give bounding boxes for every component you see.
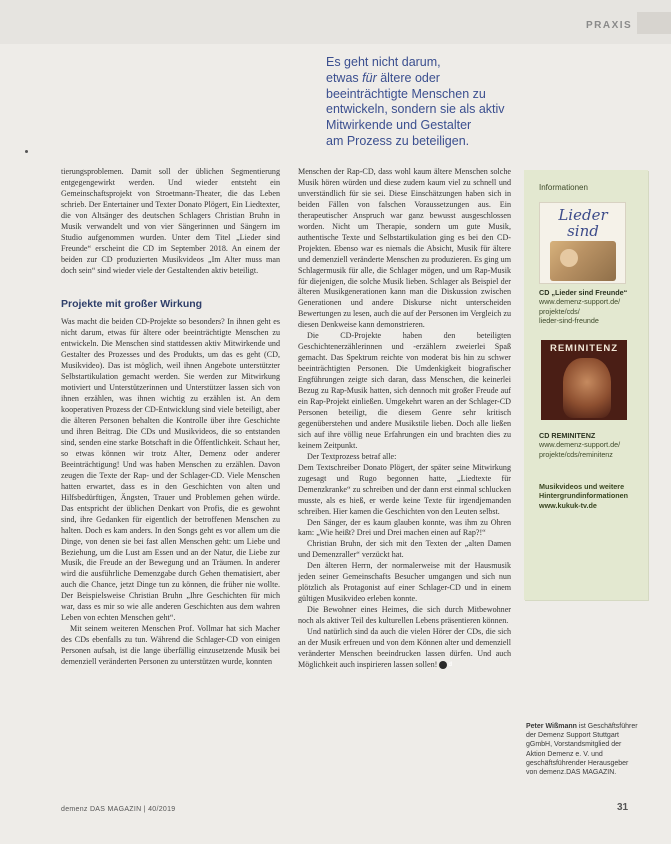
- more-info-link[interactable]: www.kukuk-tv.de: [539, 500, 597, 510]
- cd1-link[interactable]: www.demenz-support.de/: [539, 297, 621, 307]
- paragraph: Christian Bruhn, der sich mit den Texten der „alten Damen und Demenzraller“ verzückt hat.: [298, 539, 511, 560]
- pullquote-text: etwas: [326, 70, 363, 85]
- cd2-title: CD REMINITENZ: [539, 431, 596, 440]
- paragraph: tierungsproblemen. Damit soll der üblichen Segmentierung entgegengewirkt werden. Und wieder entsteht ein Gemeinschaftsprojekt von Stroetmann-Theater, die das Leben schrieb. Der Entertainer und Texter Donato Plögert, Ein Liedtexter, die von Altsänger des deutschen Schlagers Christian Bruhn in Musik verwandelt und von vier Sängerinnen und Sängern im Studio aufgenommen wurden. Unter dem Titel „Lieder sind Freunde“ erscheint die CD im September 2018. An einem der beiden zur CD produzierten Musikvideos „Im Alter muss man doch sein“ sind wieder viele der Gestaltenden aktiv beteiligt.: [61, 167, 280, 275]
- cd2-link[interactable]: www.demenz-support.de/: [539, 440, 621, 450]
- cd1-link[interactable]: lieder-sind-freunde: [539, 315, 599, 325]
- pullquote-line: Mitwirkende und Gestalter: [326, 118, 472, 133]
- paragraph: Was macht die beiden CD-Projekte so besonders? In ihnen geht es nicht darum, etwas für ältere oder beeinträchtigte Menschen zu entwickeln. Die Menschen sind stattdessen aktiv Mitwirkende und Gestalter des Prozesses und des Produkts, um das es geht (CD, Musikvideo). Das ist möglich, weil ihnen Angebote unterstützter Selbstartikulation gemacht werden. Sie werden zur Mitwirkung motiviert und Unterstützerinnen und Unterstützer lassen sich von ihnen erzählen, was ihnen wichtig zu erzählen ist. An dem kooperativen Prozess der CD-Entwicklung sind viele beteiligt, aber die älteren Personen behalten die Kontrolle über ihre Geschichte und ihren Beitrag. Die CDs und Musikvideos, die so entstanden sind, senden eine starke Botschaft in die Öffentlichkeit. Schaut her, so etwas können wir trotz Alter, Demenz oder anderer Beeinträchtigung! Und was haben Menschen zu erzählen. Davon zeugen die Texte der Rap- und der Schlager-CD. Viele Menschen hatten erwartet, dass es in den Geschichten von alten und Hilfsbedürftigen, Ängsten, Trauer und Problemen gehen würde. Das entspricht der üblichen Denkart von Profis, die es gewohnt sind, ihre Gedanken für eigentlich der betroffenen Menschen zu halten. Doch es kam anders. In den Songs geht es vor allem um die Dinge, von denen sie bei fast allen Menschen geht: um Liebe und Beziehung, um die Lust am Essen und an der Natur, die Liebe zur Musik, die Freude an der Bewegung und an Träumen. In anderer wird die ausführliche Demenzgabe durch Gehen thematisiert, aber auch die Chance, jetzt Dinge tun zu können, die früher nie wollte. Der Beispielsweise Christian Bruhn „Ihre Geschichten für mich war, dass es mir so wie alle anderen Geschichten aus dem wahren Leben von echten Menschen geht“.: [61, 317, 280, 623]
- paragraph: Mit seinem weiteren Menschen Prof. Vollmar hat sich Macher des CDs ebenfalls zu tun. Während die Schlager-CD von einigen Personen aufsah, ist die lange überfällig einzusetzende Musik bei demenziell veränderten Personen zu unterstützen wurde, konnten: [61, 624, 280, 667]
- cd2-link[interactable]: projekte/cds/reminitenz: [539, 449, 613, 459]
- pullquote-emphasis: für: [362, 70, 377, 85]
- footer-magazine: demenz DAS MAGAZIN | 40/2019: [61, 806, 176, 813]
- paragraph: Menschen der Rap-CD, dass wohl kaum ältere Menschen solche Musik hören würden und diese zudem kaum viel zu schnell und unverständlich für sie sei. Diese Einschätzungen haben sich in beiden Fällen von falschen Voraussetzungen aus. Ein therapeutischer Anspruch war ganz bewusst ausgeschlossen worden. Nicht um Therapie, sondern um gute Musik, authentische Texte und Selbstartikulation ging es bei den CD-Projekten. Ebenso war es niemals die Absicht, Musik für ältere und demenziell veränderte Menschen zu produzieren. Es ging um Schlagermusik für alle, die Schlager mögen, und um Rap-Musik für diejenigen, die solche Musik lieben. Schlager als Beispiel der älteren Musikgenerationen kann man die Diskussion zwischen Generationen und andere Diskurse nicht unterscheiden Bewertungen zu lesen, auch die auf der Personen im Vergleich zu diesen Denkweise kann demonstrieren.: [298, 167, 511, 330]
- cover-portrait: [563, 358, 611, 418]
- sidebar-title: Informationen: [539, 183, 588, 192]
- more-info-line: Musikvideos und weitere: [539, 482, 625, 491]
- cd1-title: CD „Lieder sind Freunde“: [539, 288, 628, 297]
- more-info-line: Hintergrundinformationen: [539, 491, 629, 501]
- end-mark-icon: d: [439, 661, 447, 669]
- pullquote-line: beeinträchtigte Menschen zu: [326, 86, 486, 101]
- more-info: [539, 482, 645, 510]
- cover-photo: [550, 241, 616, 281]
- paragraph: Die CD-Projekte haben den beteiligten Geschichtenerzählerinnen und -erzählern zweierlei Spaß gemacht. Das Spektrum reichte von moderat bis hin zu schwer beeinträchtigten Personen. Die Umdenkigkeit biografischer Engführungen zeigte sich daran, dass Menschen, die keinerlei Bezug zu Rap-Musik hatten, sich dennoch mit großer Freude auf ein Rap-Projekt einließen. Umgekehrt waren an der Schlager-CD Personen beteiligt, die diesem Genre sehr kritisch gegenüberstehen und andere Musikstile lieben. Doch alle ließen sich auf ihre völlig neue Erfahrungen ein und brachten dies zu keinem Zeitpunkt.: [298, 331, 511, 450]
- author-name: Peter Wißmann: [526, 723, 577, 730]
- article-column-right: [298, 167, 511, 822]
- paragraph: Die Bewohner eines Heimes, die sich durch Mitbewohner noch als aktiver Teil des kulturellen Lebens präsentieren können.: [298, 605, 511, 626]
- paragraph-text: Und natürlich sind da auch die vielen Hörer der CDs, die sich an der Musik erfreuen und von dem Können alter und demenziell veränderter Menschen beeindrucken lassen dürfen. Und auch Möglichkeit auch inspirieren lassen sollen!: [298, 627, 511, 669]
- cd1-info: [539, 288, 645, 325]
- article-column-left: [61, 167, 280, 822]
- pullquote-line: entwickeln, sondern sie als aktiv: [326, 102, 505, 117]
- section-label: PRAXIS: [586, 20, 633, 31]
- cd-cover-lieder-sind-freunde: [539, 202, 626, 284]
- cd-cover-reminitenz: [541, 340, 627, 420]
- paragraph: Den älteren Herrn, der normalerweise mit der Hausmusik jeden seiner Gemeinschafts Besucher umgangen und sich nun plötzlich als Protagonist auf einer Schlager-CD und in einem gültigen Musikvideo erleben konnte.: [298, 561, 511, 604]
- cd2-info: [539, 431, 645, 459]
- author-bio-text: ist Geschäftsführer der Demenz Support Stuttgart gGmbH, Vorstandsmitglied der Aktion Demenz e. V. und geschäftsführender Herausgeber von demenz.DAS MAGAZIN.: [526, 723, 638, 777]
- pullquote-line: am Prozess zu beteiligen.: [326, 133, 470, 148]
- corner-tab: [637, 12, 671, 34]
- paragraph: Dem Textschreiber Donato Plögert, der später seine Mitwirkung zugesagt und Rugo begonnen hatte, „Liedtexte für Demenzkranke“ zu schreiben und der dann erst einmal schlucken musste, als es hieß, er werde keine Texte für irgendjemanden schreiben. Hier kamen die Geschichten von den Leuten selbst.: [298, 462, 511, 516]
- author-bio: [526, 722, 638, 777]
- pullquote: [326, 55, 531, 150]
- pullquote-line: [326, 71, 531, 87]
- page-number: 31: [617, 802, 629, 813]
- section-heading: Projekte mit großer Wirkung: [61, 297, 203, 310]
- pullquote-text: ältere oder: [376, 70, 440, 85]
- margin-dot: [25, 150, 28, 153]
- paragraph: [298, 627, 511, 671]
- cover-title: REMINITENZ: [549, 343, 619, 354]
- info-sidebar: [524, 170, 648, 600]
- pullquote-line: Es geht nicht darum,: [326, 55, 441, 69]
- cover-script-title: Lieder sind: [558, 206, 608, 240]
- header-bar: [0, 0, 671, 44]
- paragraph: Den Sänger, der es kaum glauben konnte, was ihm zu Ohren kam: „Wie heißt? Drei und Drei machen einen auf Rap?!“: [298, 517, 511, 538]
- paragraph: Der Textprozess betraf alle:: [307, 451, 397, 461]
- cd1-link[interactable]: projekte/cds/: [539, 306, 580, 316]
